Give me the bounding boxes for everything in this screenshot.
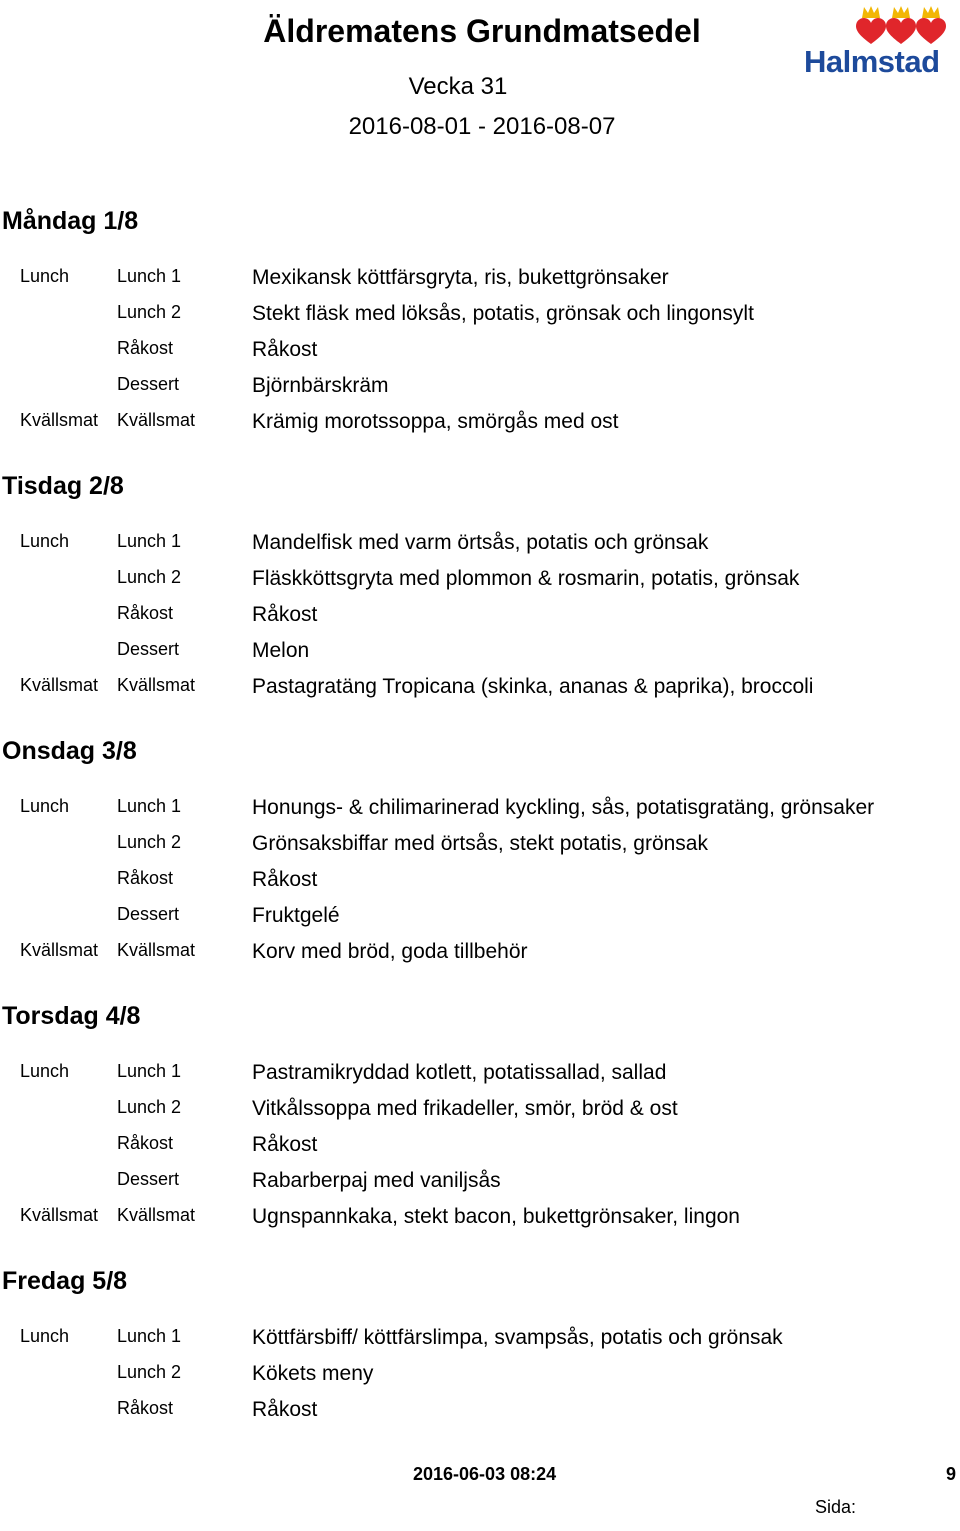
day-section bbox=[0, 206, 960, 471]
menu-row bbox=[0, 1167, 960, 1197]
meal-label: Lunch bbox=[20, 1061, 70, 1081]
menu-row bbox=[0, 408, 960, 438]
menu-row bbox=[0, 673, 960, 703]
menu-row bbox=[0, 938, 960, 968]
dish-text: Vitkålssoppa med frikadeller, smör, bröd & ost bbox=[252, 1097, 678, 1120]
course-label: Råkost bbox=[117, 868, 174, 888]
dish-text: Krämig morotssoppa, smörgås med ost bbox=[252, 410, 619, 433]
dish-text: Pastagratäng Tropicana (skinka, ananas & paprika), broccoli bbox=[252, 675, 814, 698]
course-label: Dessert bbox=[117, 374, 180, 394]
menu-row bbox=[0, 1324, 960, 1354]
dish-text: Melon bbox=[252, 639, 310, 662]
menu-row bbox=[0, 1131, 960, 1161]
day-section bbox=[0, 1266, 960, 1531]
dish-text: Rabarberpaj med vaniljsås bbox=[252, 1169, 501, 1192]
dish-text: Mexikansk köttfärsgryta, ris, bukettgrönsaker bbox=[252, 266, 669, 289]
course-label: Dessert bbox=[117, 639, 180, 659]
meal-label: Kvällsmat bbox=[20, 410, 99, 430]
crown-hearts-icon bbox=[800, 4, 960, 48]
meal-label: Kvällsmat bbox=[20, 940, 99, 960]
menu-row bbox=[0, 264, 960, 294]
menu-row bbox=[0, 866, 960, 896]
date-range: 2016-08-01 - 2016-08-07 bbox=[348, 113, 616, 140]
dish-text: Råkost bbox=[252, 1133, 318, 1156]
menu-row bbox=[0, 300, 960, 330]
course-label: Lunch 1 bbox=[117, 1326, 182, 1346]
course-label: Lunch 2 bbox=[117, 1362, 182, 1382]
day-section bbox=[0, 471, 960, 736]
menu-days bbox=[0, 206, 960, 1531]
dish-text: Råkost bbox=[252, 1398, 318, 1421]
meal-label: Lunch bbox=[20, 1326, 70, 1346]
dish-text: Fruktgelé bbox=[252, 904, 340, 927]
menu-row bbox=[0, 1396, 960, 1426]
menu-row bbox=[0, 1360, 960, 1390]
logo-wordmark: Halmstad bbox=[804, 44, 940, 79]
day-section bbox=[0, 736, 960, 1001]
print-timestamp: 2016-06-03 08:24 bbox=[413, 1464, 557, 1484]
course-label: Lunch 2 bbox=[117, 832, 182, 852]
menu-row bbox=[0, 529, 960, 559]
dish-text: Ugnspannkaka, stekt bacon, bukettgrönsaker, lingon bbox=[252, 1205, 740, 1228]
menu-row bbox=[0, 794, 960, 824]
course-label: Dessert bbox=[117, 1169, 180, 1189]
course-label: Lunch 1 bbox=[117, 531, 182, 551]
week-label: Vecka 31 bbox=[408, 73, 508, 100]
day-title: Tisdag 2/8 bbox=[2, 472, 124, 500]
dish-text: Köttfärsbiff/ köttfärslimpa, svampsås, potatis och grönsak bbox=[252, 1326, 783, 1349]
dish-text: Råkost bbox=[252, 603, 318, 626]
meal-label: Lunch bbox=[20, 266, 70, 286]
course-label: Lunch 2 bbox=[117, 302, 182, 322]
menu-row bbox=[0, 601, 960, 631]
course-label: Lunch 1 bbox=[117, 1061, 182, 1081]
meal-label: Kvällsmat bbox=[20, 1205, 99, 1225]
dish-text: Kökets meny bbox=[252, 1362, 374, 1385]
dish-text: Björnbärskräm bbox=[252, 374, 389, 397]
dish-text: Grönsaksbiffar med örtsås, stekt potatis, grönsak bbox=[252, 832, 708, 855]
dish-text: Korv med bröd, goda tillbehör bbox=[252, 940, 528, 963]
menu-row bbox=[0, 1059, 960, 1089]
course-label: Lunch 1 bbox=[117, 796, 182, 816]
page-number: 9 bbox=[946, 1464, 957, 1484]
menu-row bbox=[0, 336, 960, 366]
dish-text: Stekt fläsk med löksås, potatis, grönsak och lingonsylt bbox=[252, 302, 754, 325]
dish-text: Fläskköttsgryta med plommon & rosmarin, potatis, grönsak bbox=[252, 567, 800, 590]
dish-text: Pastramikryddad kotlett, potatissallad, sallad bbox=[252, 1061, 667, 1084]
course-label: Råkost bbox=[117, 1133, 174, 1153]
meal-label: Kvällsmat bbox=[20, 675, 99, 695]
course-label: Lunch 1 bbox=[117, 266, 182, 286]
course-label: Råkost bbox=[117, 1398, 174, 1418]
menu-row bbox=[0, 565, 960, 595]
dish-text: Honungs- & chilimarinerad kyckling, sås, potatisgratäng, grönsaker bbox=[252, 796, 875, 819]
menu-row bbox=[0, 902, 960, 932]
course-label: Kvällsmat bbox=[117, 410, 196, 430]
course-label: Lunch 2 bbox=[117, 1097, 182, 1117]
day-title: Onsdag 3/8 bbox=[2, 737, 137, 765]
halmstad-logo bbox=[800, 4, 960, 78]
menu-row bbox=[0, 1203, 960, 1233]
day-title: Måndag 1/8 bbox=[2, 207, 139, 235]
dish-text: Råkost bbox=[252, 338, 318, 361]
dish-text: Mandelfisk med varm örtsås, potatis och grönsak bbox=[252, 531, 709, 554]
menu-row bbox=[0, 830, 960, 860]
menu-row bbox=[0, 637, 960, 667]
course-label: Kvällsmat bbox=[117, 1205, 196, 1225]
page-title: Äldrematens Grundmatsedel bbox=[263, 13, 701, 49]
meal-label: Lunch bbox=[20, 796, 70, 816]
page-label: Sida: bbox=[815, 1497, 857, 1517]
course-label: Kvällsmat bbox=[117, 940, 196, 960]
course-label: Kvällsmat bbox=[117, 675, 196, 695]
meal-label: Lunch bbox=[20, 531, 70, 551]
menu-row bbox=[0, 1095, 960, 1125]
menu-row bbox=[0, 372, 960, 402]
course-label: Dessert bbox=[117, 904, 180, 924]
course-label: Lunch 2 bbox=[117, 567, 182, 587]
dish-text: Råkost bbox=[252, 868, 318, 891]
course-label: Råkost bbox=[117, 603, 174, 623]
day-section bbox=[0, 1001, 960, 1266]
course-label: Råkost bbox=[117, 338, 174, 358]
day-title: Torsdag 4/8 bbox=[2, 1002, 141, 1030]
day-title: Fredag 5/8 bbox=[2, 1267, 128, 1295]
